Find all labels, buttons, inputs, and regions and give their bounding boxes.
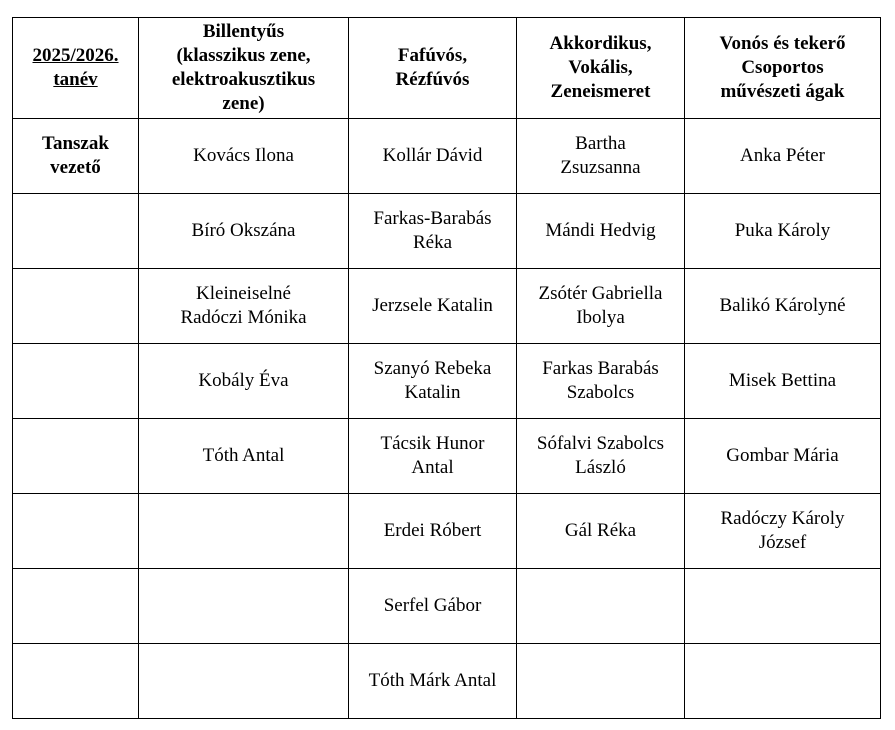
- table-row: [13, 269, 881, 344]
- table-cell: Farkas-Barabás Réka: [349, 194, 517, 269]
- row-label: [13, 269, 139, 344]
- table-cell: Balikó Károlyné: [685, 269, 881, 344]
- table-cell: Kovács Ilona: [139, 119, 349, 194]
- table-cell: Erdei Róbert: [349, 494, 517, 569]
- header-school-year: 2025/2026. tanév: [13, 18, 139, 119]
- table-row: [13, 494, 881, 569]
- table-cell: Gál Réka: [517, 494, 685, 569]
- table-cell: Puka Károly: [685, 194, 881, 269]
- row-label: Tanszak vezető: [13, 119, 139, 194]
- table-cell: Szanyó Rebeka Katalin: [349, 344, 517, 419]
- table-row: [13, 644, 881, 719]
- table-cell: Kobály Éva: [139, 344, 349, 419]
- table-cell: Tóth Márk Antal: [349, 644, 517, 719]
- table-cell: Anka Péter: [685, 119, 881, 194]
- table-cell: Bartha Zsuzsanna: [517, 119, 685, 194]
- table-cell: Jerzsele Katalin: [349, 269, 517, 344]
- row-label: [13, 194, 139, 269]
- table-cell: [517, 644, 685, 719]
- table-cell: [139, 644, 349, 719]
- table-cell: [139, 494, 349, 569]
- table-cell: Serfel Gábor: [349, 569, 517, 644]
- row-label: [13, 419, 139, 494]
- header-chordal-vocal-theory: Akkordikus, Vokális, Zeneismeret: [517, 18, 685, 119]
- table-cell: Zsótér Gabriella Ibolya: [517, 269, 685, 344]
- header-row: [13, 18, 881, 119]
- table-cell: Farkas Barabás Szabolcs: [517, 344, 685, 419]
- table-cell: Gombar Mária: [685, 419, 881, 494]
- table-cell: Mándi Hedvig: [517, 194, 685, 269]
- table-cell: [517, 569, 685, 644]
- table-cell: Misek Bettina: [685, 344, 881, 419]
- row-label: [13, 494, 139, 569]
- table-cell: Tácsik Hunor Antal: [349, 419, 517, 494]
- table-row: [13, 194, 881, 269]
- table-cell: [685, 644, 881, 719]
- table-cell: [139, 569, 349, 644]
- header-strings-group-arts: Vonós és tekerő Csoportos művészeti ágak: [685, 18, 881, 119]
- staff-table: [12, 17, 881, 719]
- table-cell: Radóczy Károly József: [685, 494, 881, 569]
- table-row: [13, 344, 881, 419]
- row-label: [13, 344, 139, 419]
- header-keyboard: Billentyűs (klasszikus zene, elektroakusztikus zene): [139, 18, 349, 119]
- table-cell: Sófalvi Szabolcs László: [517, 419, 685, 494]
- table-row: [13, 569, 881, 644]
- table-row: [13, 119, 881, 194]
- table-row: [13, 419, 881, 494]
- header-woodwind-brass: Fafúvós, Rézfúvós: [349, 18, 517, 119]
- table-cell: Tóth Antal: [139, 419, 349, 494]
- row-label: [13, 569, 139, 644]
- table-cell: Kleineiselné Radóczi Mónika: [139, 269, 349, 344]
- table-cell: Kollár Dávid: [349, 119, 517, 194]
- row-label: [13, 644, 139, 719]
- table-cell: Bíró Okszána: [139, 194, 349, 269]
- table-cell: [685, 569, 881, 644]
